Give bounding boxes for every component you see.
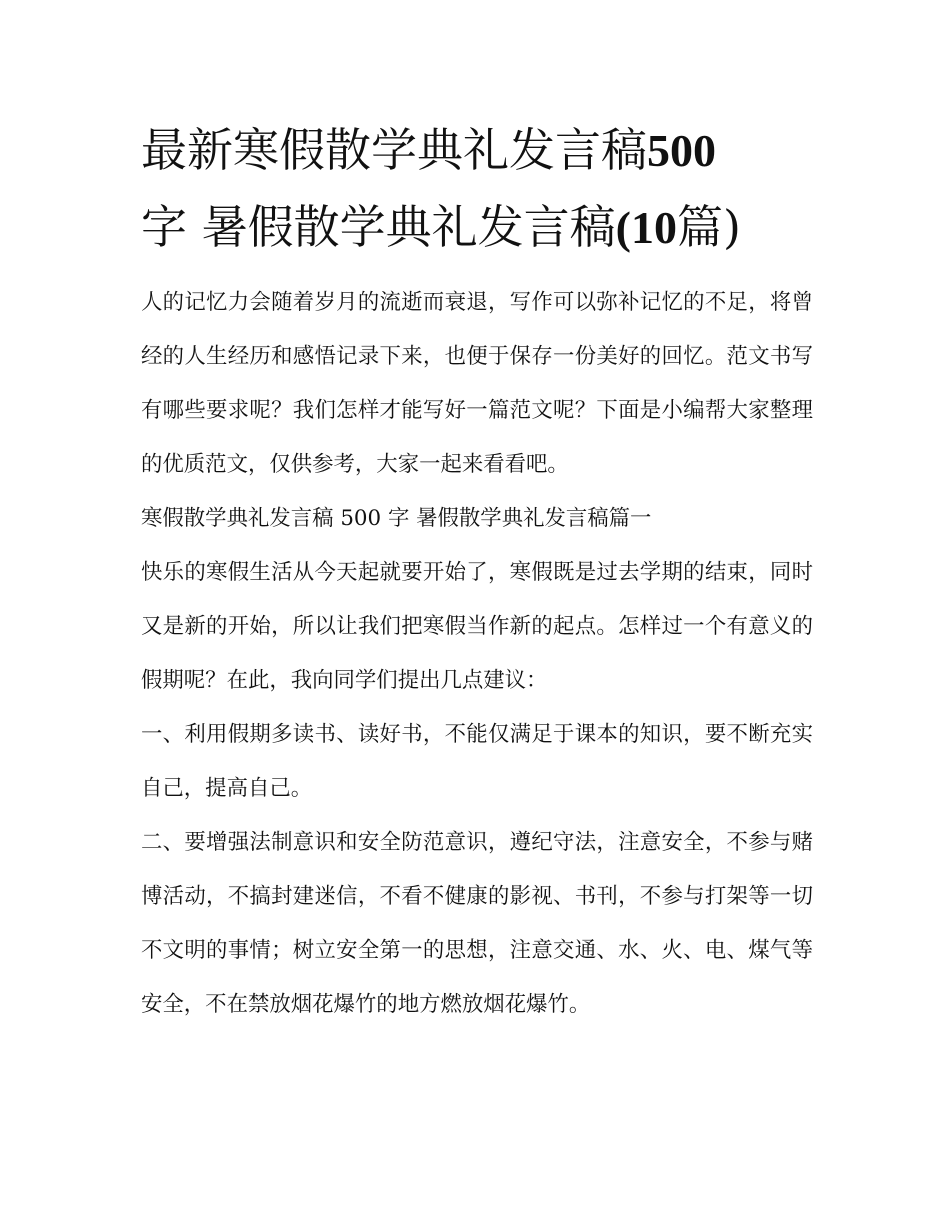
document-title	[141, 112, 813, 266]
title-text-2: 字 暑假散学典礼发言稿	[141, 200, 616, 254]
title-number: 500	[647, 125, 716, 176]
title-text-1: 最新寒假散学典礼发言稿	[141, 123, 647, 177]
body-paragraph-1: 快乐的寒假生活从今天起就要开始了，寒假既是过去学期的结束，同时又是新的开始，所以让我们把寒假当作新的起点。怎样过一个有意义的假期呢？在此，我向同学们提出几点建议：	[141, 560, 813, 693]
title-text-3: 篇)	[676, 200, 741, 254]
body-paragraph-2: 一、利用假期多读书、读好书，不能仅满足于课本的知识，要不断充实自己，提高自己。	[141, 722, 813, 801]
title-count: (10	[615, 202, 677, 253]
section-heading: 寒假散学典礼发言稿 500 字 暑假散学典礼发言稿篇一	[141, 506, 652, 531]
body-paragraph-3: 二、要增强法制意识和安全防范意识，遵纪守法，注意安全，不参与赌博活动，不搞封建迷信，不看不健康的影视、书刊，不参与打架等一切不文明的事情；树立安全第一的思想，注意交通、水、火、电、煤气等安全，不在禁放烟花爆竹的地方燃放烟花爆竹。	[141, 830, 813, 1017]
intro-paragraph: 人的记忆力会随着岁月的流逝而衰退，写作可以弥补记忆的不足，将曾经的人生经历和感悟记录下来，也便于保存一份美好的回忆。范文书写有哪些要求呢？我们怎样才能写好一篇范文呢？下面是小编帮大家整理的优质范文，仅供参考，大家一起来看看吧。	[141, 290, 813, 477]
document-page	[141, 112, 813, 1032]
